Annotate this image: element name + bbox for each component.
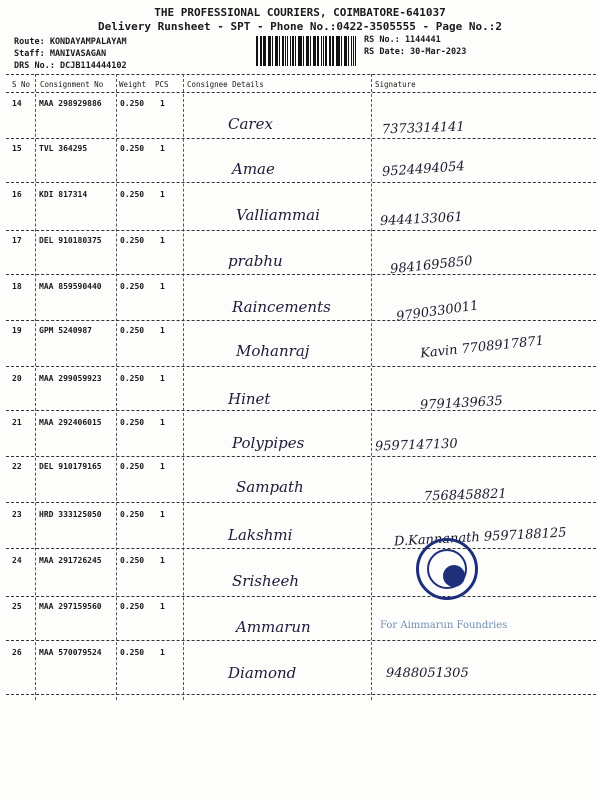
row-signature: 9524494054 [381, 159, 466, 180]
company-header: THE PROFESSIONAL COURIERS, COIMBATORE-641037 [154, 6, 446, 19]
row-consignee-handwriting: Polypipes [232, 434, 305, 452]
row-pcs: 1 [160, 602, 165, 611]
row-sno: 24 [12, 556, 22, 565]
row-consignee-handwriting: Sampath [236, 478, 304, 496]
row-sno: 21 [12, 418, 22, 427]
row-pcs: 1 [160, 282, 165, 291]
row-signature: 9790330011 [395, 298, 480, 325]
col-divider [371, 74, 372, 700]
row-divider [6, 596, 596, 597]
row-weight: 0.250 [120, 236, 145, 245]
row-pcs: 1 [160, 510, 165, 519]
col-divider [183, 74, 184, 700]
row-pcs: 1 [160, 462, 165, 471]
col-header-pcs: PCS [155, 80, 169, 89]
row-sno: 15 [12, 144, 22, 153]
table-top-rule [6, 74, 596, 75]
row-consignee-handwriting: Carex [228, 115, 273, 133]
row-weight: 0.250 [120, 374, 145, 383]
row-sno: 26 [12, 648, 22, 657]
row-consignment-no: DEL 910179165 [39, 462, 102, 471]
row-consignee-handwriting: Valliammai [236, 206, 320, 224]
row-consignment-no: MAA 859590440 [39, 282, 102, 291]
row-sno: 20 [12, 374, 22, 383]
row-sno: 23 [12, 510, 22, 519]
col-header-consignee: Consignee Details [187, 80, 264, 89]
drs-number: DRS No.: DCJB114444102 [14, 61, 127, 71]
row-weight: 0.250 [120, 648, 145, 657]
row-divider [6, 320, 596, 321]
rs-number: RS No.: 1144441 [364, 35, 441, 45]
row-pcs: 1 [160, 374, 165, 383]
row-consignment-no: MAA 297159560 [39, 602, 102, 611]
row-consignment-no: DEL 910180375 [39, 236, 102, 245]
row-consignment-no: MAA 292406015 [39, 418, 102, 427]
row-pcs: 1 [160, 190, 165, 199]
row-signature: For Aimmarun Foundries [380, 620, 508, 631]
row-divider [6, 640, 596, 641]
row-consignment-no: MAA 570079524 [39, 648, 102, 657]
row-consignee-handwriting: Raincements [232, 298, 331, 316]
col-header-consignment: Consignment No [40, 80, 104, 89]
row-divider [6, 230, 596, 231]
row-consignee-handwriting: Hinet [228, 390, 271, 408]
row-consignment-no: TVL 364295 [39, 144, 88, 153]
barcode-image [256, 36, 358, 66]
row-consignment-no: MAA 298929886 [39, 99, 102, 108]
row-pcs: 1 [160, 236, 165, 245]
row-sno: 19 [12, 326, 22, 335]
row-sno: 17 [12, 236, 22, 245]
row-signature: 9791439635 [419, 393, 504, 414]
col-header-sno: S No [12, 80, 31, 89]
row-pcs: 1 [160, 326, 165, 335]
row-signature: 9488051305 [386, 666, 469, 681]
row-pcs: 1 [160, 99, 165, 108]
row-divider [6, 366, 596, 367]
row-consignment-no: MAA 291726245 [39, 556, 102, 565]
row-consignment-no: MAA 299059923 [39, 374, 102, 383]
route-label: Route: KONDAYAMPALAYAM [14, 37, 127, 47]
row-consignment-no: KDI 817314 [39, 190, 88, 199]
header-rule [6, 92, 596, 93]
row-signature: 7568458821 [423, 486, 507, 505]
row-weight: 0.250 [120, 326, 145, 335]
row-consignment-no: HRD 333125050 [39, 510, 102, 519]
row-weight: 0.250 [120, 282, 145, 291]
col-header-weight: Weight [119, 80, 147, 89]
college-seal [416, 538, 478, 600]
row-consignee-handwriting: Amae [232, 160, 275, 178]
row-weight: 0.250 [120, 144, 145, 153]
col-divider [116, 74, 117, 700]
row-consignee-handwriting: Diamond [228, 664, 297, 682]
row-consignment-no: GPM 5240987 [39, 326, 92, 335]
row-divider [6, 456, 596, 457]
row-signature: 9597147130 [374, 436, 458, 455]
row-consignee-handwriting: Lakshmi [228, 526, 293, 544]
row-signature: 7373314141 [381, 119, 465, 138]
row-consignee-handwriting: Mohanraj [236, 342, 310, 360]
row-divider [6, 182, 596, 183]
row-weight: 0.250 [120, 556, 145, 565]
row-pcs: 1 [160, 648, 165, 657]
row-divider [6, 274, 596, 275]
row-signature: D.Kannanath 9597188125 [393, 525, 567, 550]
row-sno: 14 [12, 99, 22, 108]
row-divider [6, 410, 596, 411]
row-pcs: 1 [160, 418, 165, 427]
row-pcs: 1 [160, 144, 165, 153]
rs-date: RS Date: 30-Mar-2023 [364, 47, 467, 57]
row-divider [6, 694, 596, 695]
row-weight: 0.250 [120, 462, 145, 471]
col-divider [35, 74, 36, 700]
row-signature: 9444133061 [379, 209, 464, 230]
row-divider [6, 548, 596, 549]
row-weight: 0.250 [120, 602, 145, 611]
row-sno: 16 [12, 190, 22, 199]
row-consignee-handwriting: Srisheeh [232, 572, 300, 590]
row-consignee-handwriting: prabhu [228, 252, 283, 270]
runsheet-title: Delivery Runsheet - SPT - Phone No.:0422-3505555 - Page No.:2 [98, 20, 502, 33]
staff-label: Staff: MANIVASAGAN [14, 49, 107, 59]
row-signature: Kavin 7708917871 [419, 333, 545, 362]
row-consignee-handwriting: Ammarun [236, 618, 311, 636]
row-weight: 0.250 [120, 510, 145, 519]
row-sno: 25 [12, 602, 22, 611]
row-sno: 22 [12, 462, 22, 471]
row-sno: 18 [12, 282, 22, 291]
row-divider [6, 502, 596, 503]
row-divider [6, 138, 596, 139]
row-weight: 0.250 [120, 190, 145, 199]
row-weight: 0.250 [120, 418, 145, 427]
row-weight: 0.250 [120, 99, 145, 108]
row-pcs: 1 [160, 556, 165, 565]
row-signature: 9841695850 [389, 253, 474, 278]
col-header-signature: Signature [375, 80, 416, 89]
